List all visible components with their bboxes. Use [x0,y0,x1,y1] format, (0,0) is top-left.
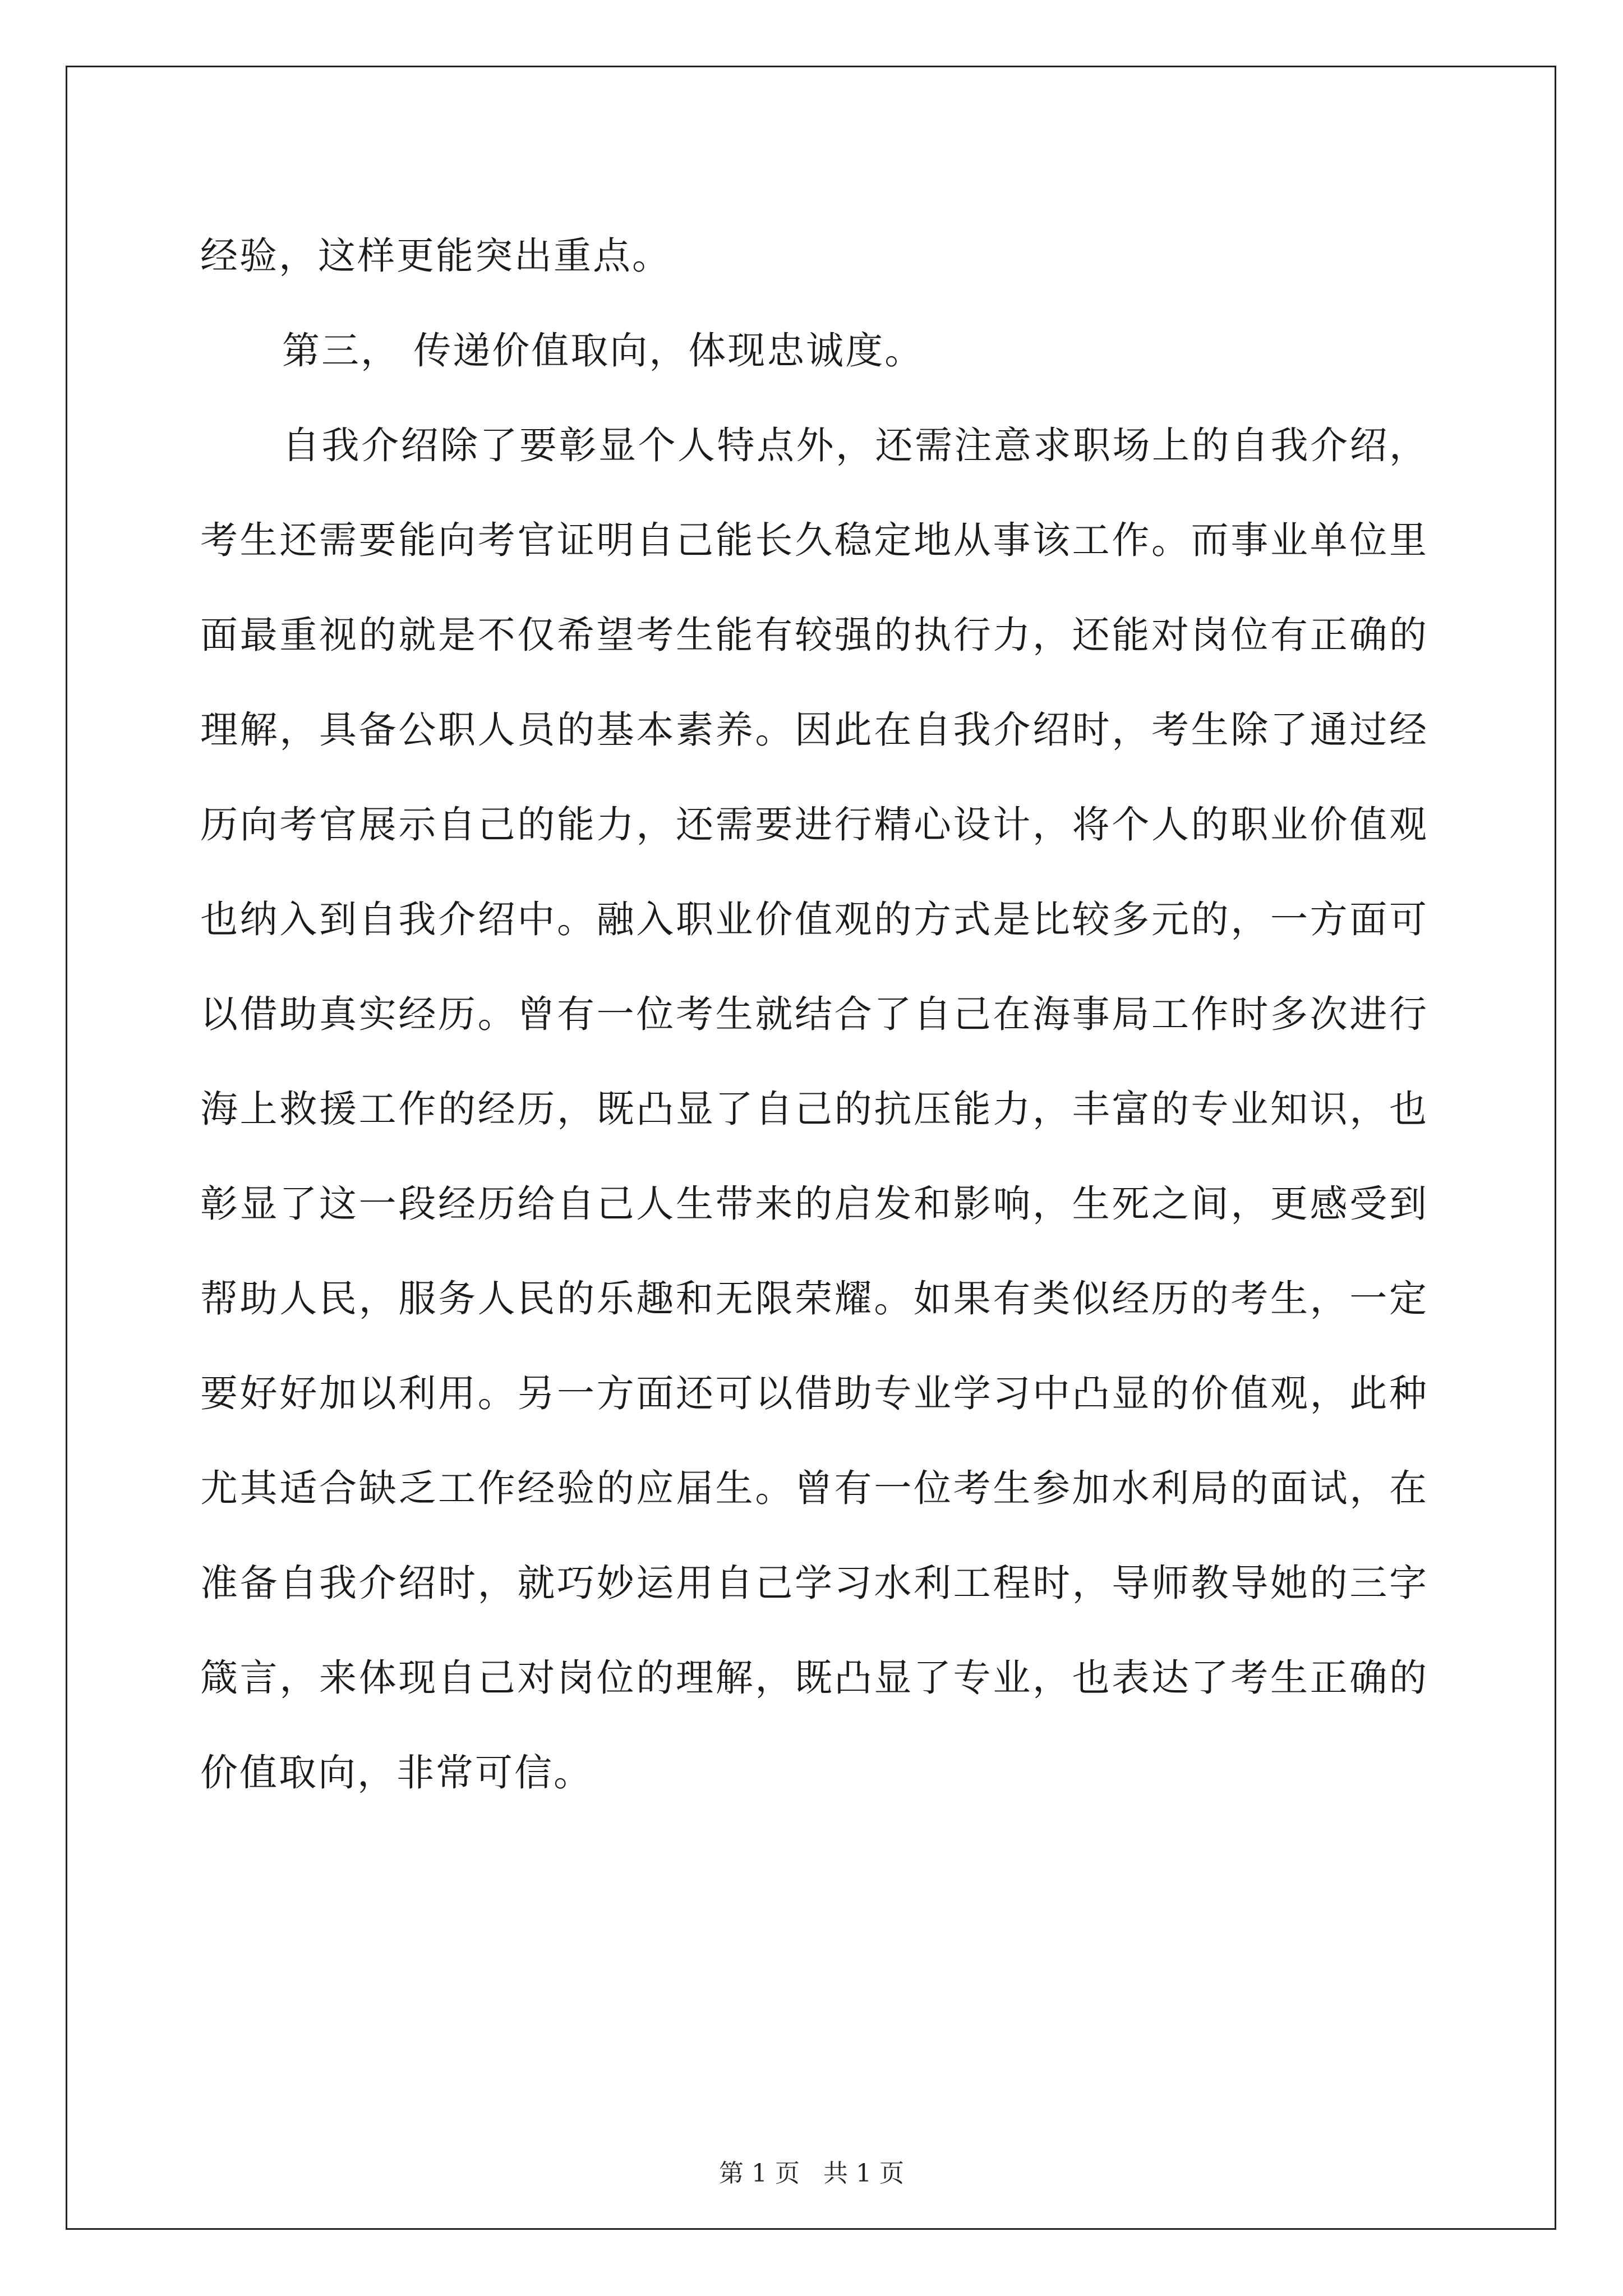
page-footer [0,2153,1623,2189]
paragraph-2: 第三， 传递价值取向，体现忠诚度。 [282,329,924,372]
paragraph-3: 自我介绍除了要彰显个人特点外，还需注意求职场上的自我介绍，考生还需要能向考官证明自己能长久稳定地从事该工作。而事业单位里面最重视的就是不仅希望考生能有较强的执行力，还能对岗位有正确的理解，具备公职人员的基本素养。因此在自我介绍时，考生除了通过经历向考官展示自己的能力，还需要进行精心设计，将个人的职业价值观也纳入到自我介绍中。融入职业价值观的方式是比较多元的，一方面可以借助真实经历。曾有一位考生就结合了自己在海事局工作时多次进行海上救援工作的经历，既凸显了自己的抗压能力，丰富的专业知识，也彰显了这一段经历给自己人生带来的启发和影响，生死之间，更感受到帮助人民，服务人民的乐趣和无限荣耀。如果有类似经历的考生，一定要好好加以利用。另一方面还可以借助专业学习中凸显的价值观，此种尤其适合缺乏工作经验的应届生。曾有一位考生参加水利局的面试，在准备自我介绍时，就巧妙运用自己学习水利工程时，导师教导她的三字箴言，来体现自己对岗位的理解，既凸显了专业，也表达了考生正确的价值取向，非常可信。 [200,424,1428,1795]
page-number: 第 1 页 [719,2159,800,2188]
page-total: 共 1 页 [823,2159,904,2188]
document-body [200,209,1428,1820]
paragraph-1: 经验，这样更能突出重点。 [200,234,671,278]
